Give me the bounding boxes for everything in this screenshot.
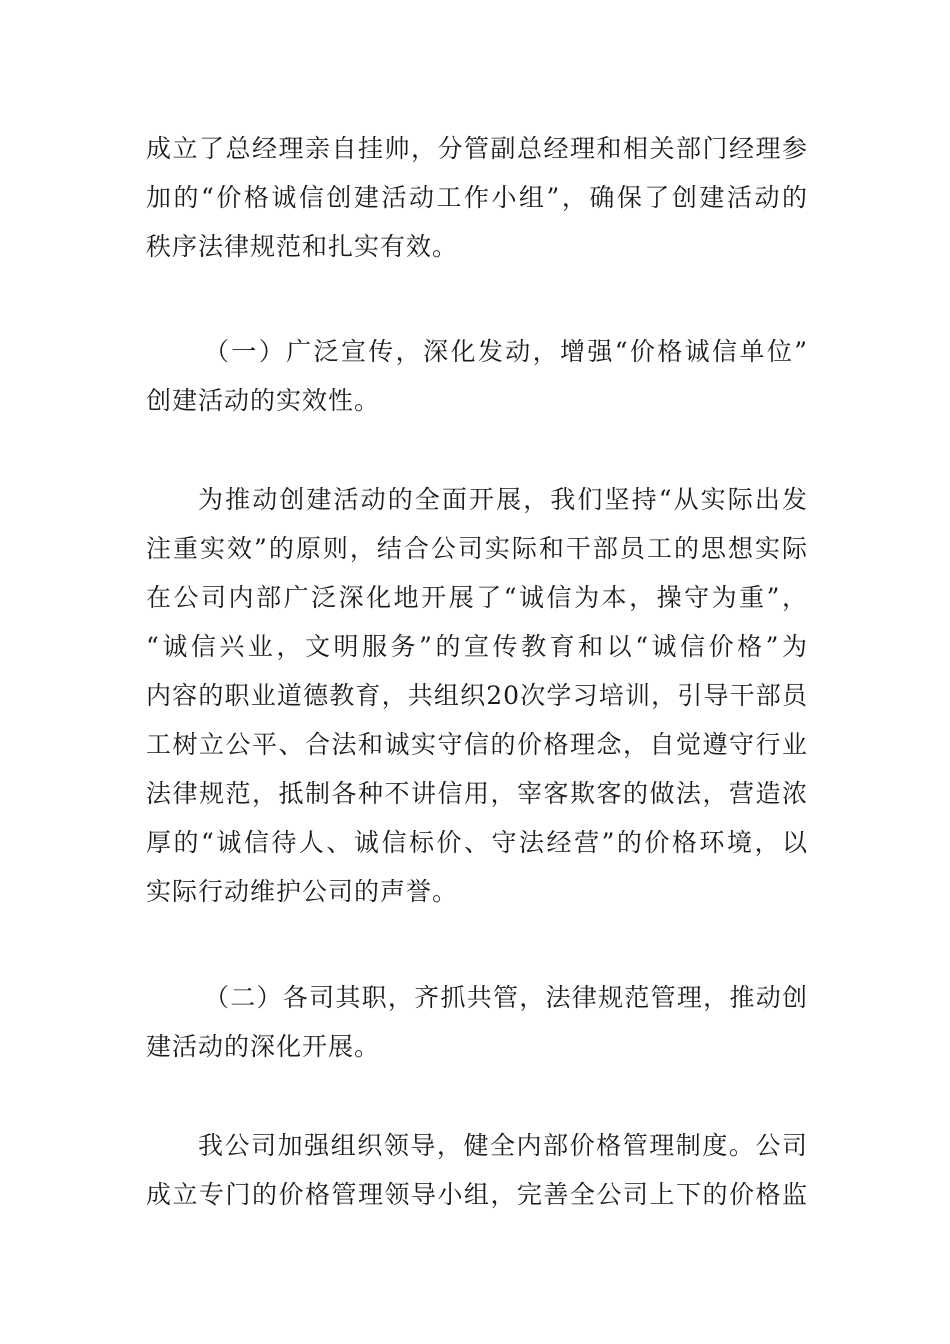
- text-line: 秩序法律规范和扎实有效。: [146, 232, 459, 261]
- text-line: 内容的职业道德教育，共组织20次学习培训，引导干部员: [146, 681, 808, 710]
- paragraph-2: [146, 475, 808, 916]
- text-line: 工树立公平、合法和诚实守信的价格理念，自觉遵守行业: [146, 730, 808, 759]
- text-line: 成立专门的价格管理领导小组，完善全公司上下的价格监: [146, 1180, 808, 1209]
- text-line: 实际行动维护公司的声誉。: [146, 877, 459, 906]
- text-line: “诚信兴业，文明服务”的宣传教育和以“诚信价格”为: [146, 632, 808, 661]
- text-line: 为推动创建活动的全面开展，我们坚持“从实际出发: [198, 485, 808, 514]
- text-line: 在公司内部广泛深化地开展了“诚信为本，操守为重”，: [146, 583, 808, 612]
- paragraph-1: [146, 124, 808, 271]
- text-line: （一）广泛宣传，深化发动，增强“价格诚信单位”: [204, 337, 808, 366]
- text-line: 我公司加强组织领导，健全内部价格管理制度。公司: [198, 1131, 808, 1160]
- text-line: 法律规范，抵制各种不讲信用，宰客欺客的做法，营造浓: [146, 779, 808, 808]
- text-line: 注重实效”的原则，结合公司实际和干部员工的思想实际: [146, 534, 808, 563]
- text-line: 建活动的深化开展。: [146, 1032, 381, 1061]
- text-line: 创建活动的实效性。: [146, 386, 381, 415]
- text-line: （二）各司其职，齐抓共管，法律规范管理，推动创: [204, 983, 808, 1012]
- text-line: 加的“价格诚信创建活动工作小组”，确保了创建活动的: [146, 183, 808, 212]
- text-line: 厚的“诚信待人、诚信标价、守法经营”的价格环境，以: [146, 828, 808, 857]
- paragraph-3: [146, 1121, 808, 1219]
- section-heading-1: [146, 327, 808, 425]
- text-line: 成立了总经理亲自挂帅，分管副总经理和相关部门经理参: [146, 134, 808, 163]
- section-heading-2: [146, 973, 808, 1071]
